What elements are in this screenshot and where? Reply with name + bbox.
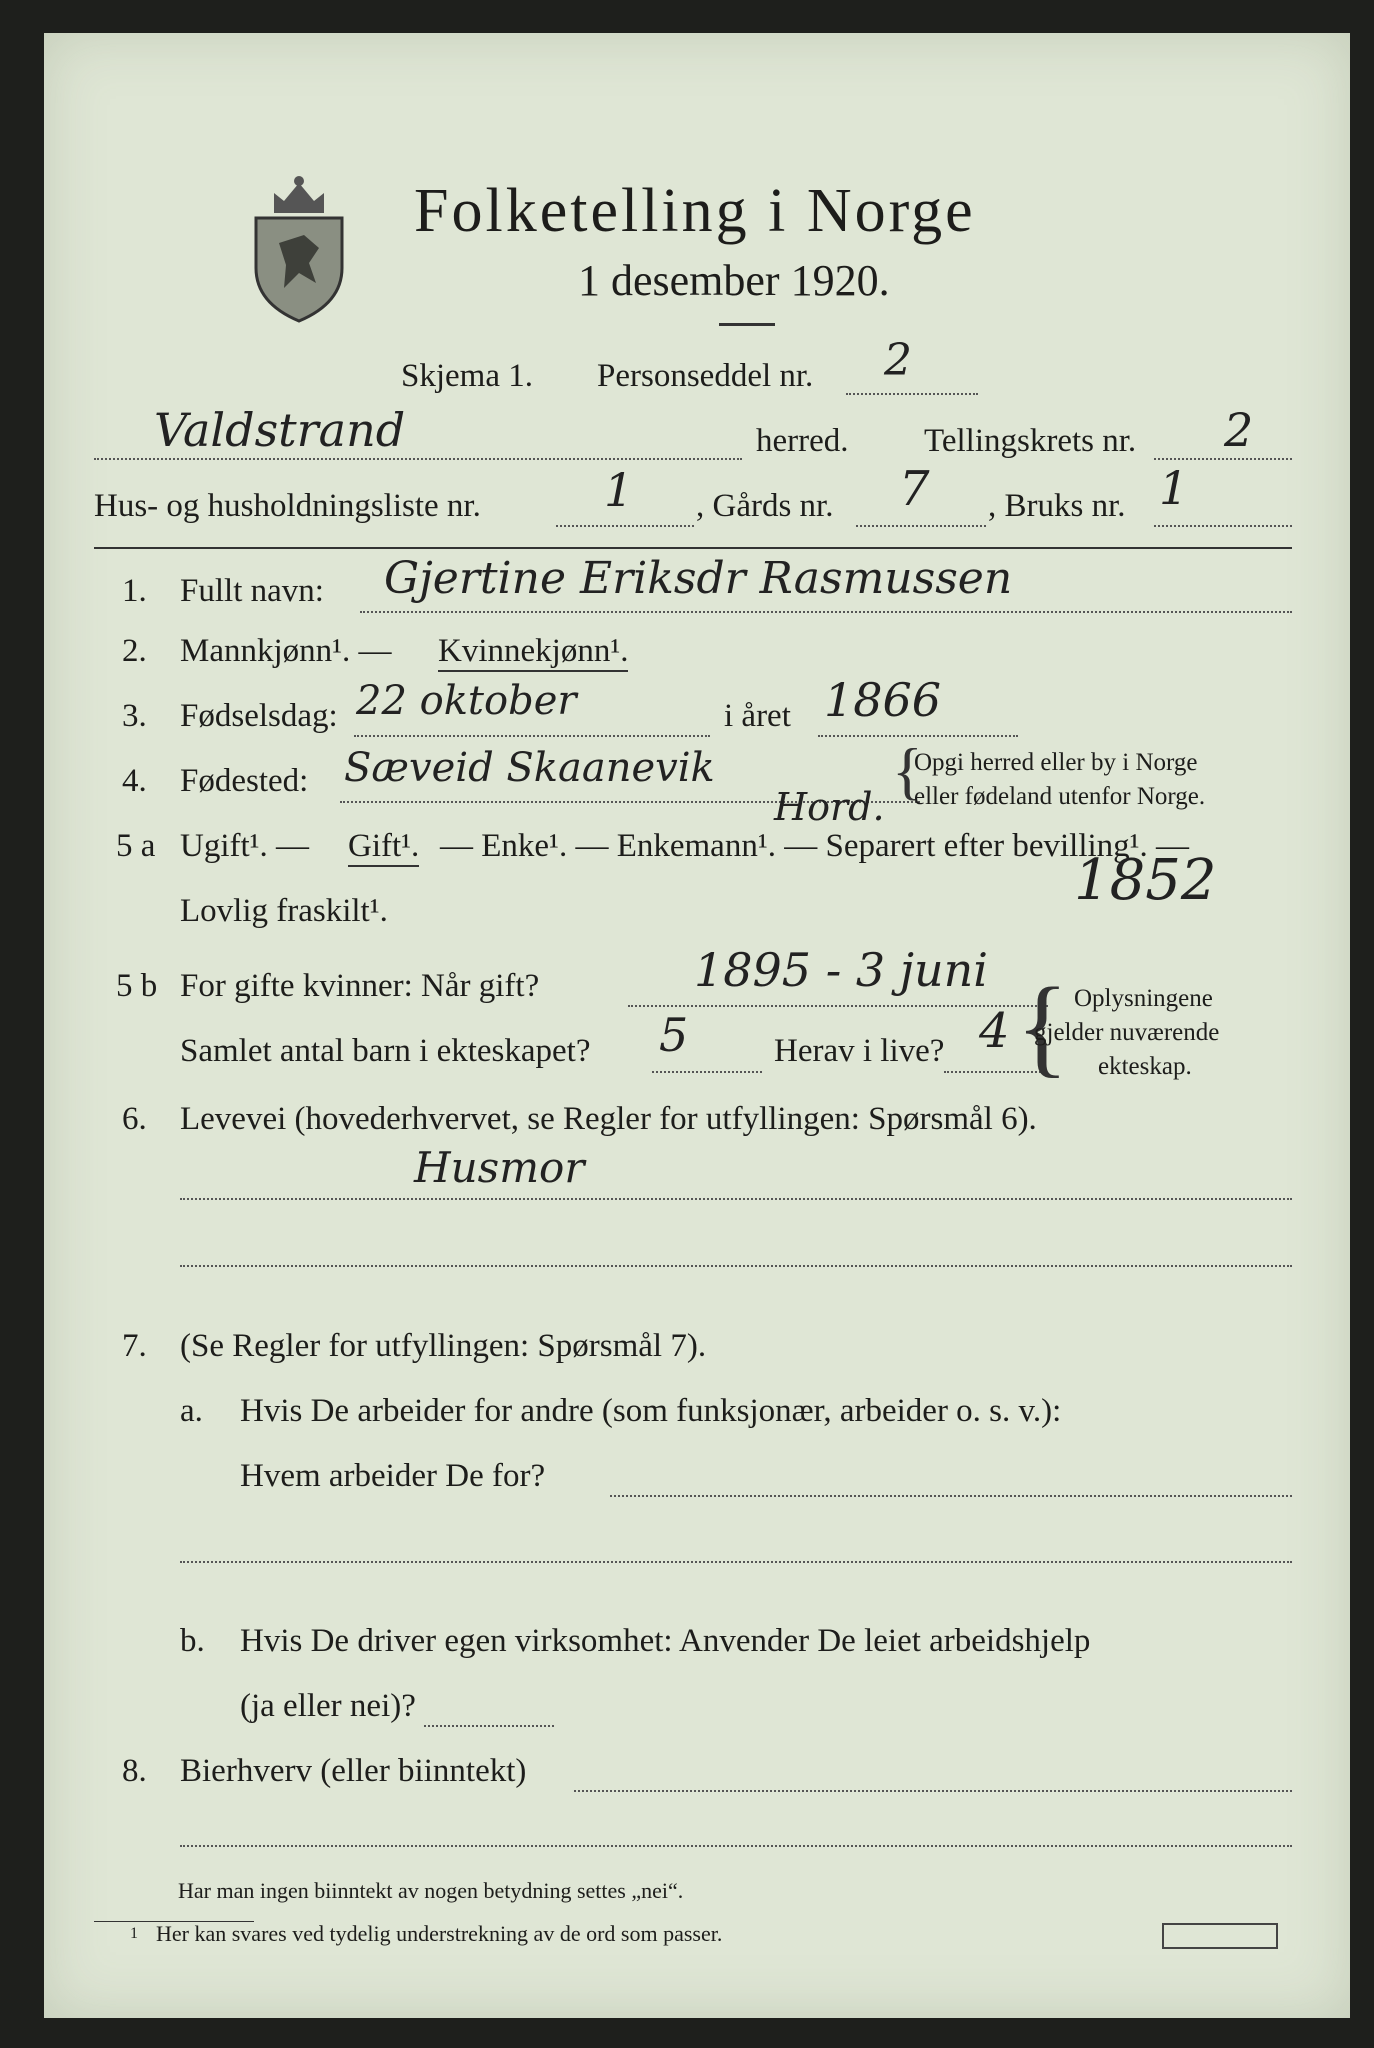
footer-note: Har man ingen biinntekt av nogen betydning settes „nei“.: [178, 1878, 684, 1903]
q8-label: Bierhverv (eller biinntekt): [180, 1753, 527, 1789]
q2-number: 2.: [122, 633, 147, 669]
herred-label: herred.: [756, 423, 849, 459]
q5b-brace: {: [1016, 965, 1069, 1087]
children-count-value[interactable]: 5: [659, 1008, 689, 1062]
q7a-letter: a.: [180, 1393, 203, 1429]
hus-value[interactable]: 1: [604, 463, 634, 517]
q8-answer-line[interactable]: [574, 1790, 1292, 1792]
birthplace-value[interactable]: Sæveid Skaanevik: [344, 745, 715, 791]
q7-number: 7.: [122, 1328, 147, 1364]
q5a-line2: Lovlig fraskilt¹.: [180, 893, 388, 929]
printer-stamp: [1162, 1923, 1278, 1949]
q7b-line2: (ja eller nei)?: [240, 1688, 416, 1724]
birthplace-county-value[interactable]: Hord.: [774, 785, 885, 829]
q5a-gift-selected[interactable]: Gift¹.: [348, 828, 419, 867]
marriage-date-value[interactable]: 1895 - 3 juni: [694, 943, 988, 997]
q4-note-1: Opgi herred eller by i Norge: [914, 749, 1198, 776]
herred-value[interactable]: Valdstrand: [154, 403, 406, 457]
q5b-label: For gifte kvinner: Når gift?: [180, 968, 540, 1004]
q5b-alive-label: Herav i live?: [774, 1033, 945, 1069]
children-alive-value[interactable]: 4: [979, 1003, 1010, 1059]
q7a-label: Hvis De arbeider for andre (som funksjonær, arbeider o. s. v.):: [240, 1393, 1062, 1429]
gards-label: , Gårds nr.: [696, 488, 834, 524]
personseddel-value[interactable]: 2: [884, 335, 912, 386]
q6-number: 6.: [122, 1101, 147, 1137]
q5b-number: 5 b: [116, 968, 158, 1004]
q5b-children-label: Samlet antal barn i ekteskapet?: [180, 1033, 591, 1069]
footnote-text: Her kan svares ved tydelig understrekning av de ord som passer.: [156, 1921, 723, 1946]
q4-number: 4.: [122, 763, 147, 799]
occupation-value[interactable]: Husmor: [414, 1143, 585, 1192]
gards-value[interactable]: 7: [899, 461, 930, 517]
census-form: [44, 33, 1350, 2018]
q4-brace: {: [892, 735, 923, 806]
page-title: Folketelling i Norge: [414, 177, 976, 245]
q5b-note-1: Oplysningene: [1074, 985, 1213, 1012]
q3-label: Fødselsdag:: [180, 698, 338, 734]
personseddel-label: Personseddel nr.: [597, 358, 814, 394]
q5b-note-2: gjelder nuværende: [1034, 1019, 1220, 1046]
footnote-mark: 1: [130, 1925, 138, 1942]
q7b-label: Hvis De driver egen virksomhet: Anvender De leiet arbeidshjelp: [240, 1623, 1091, 1659]
full-name-value[interactable]: Gjertine Eriksdr Rasmussen: [384, 553, 1013, 604]
q6-label: Levevei (hovederhvervet, se Regler for utfyllingen: Spørsmål 6).: [180, 1101, 1037, 1137]
coat-of-arms-icon: [244, 173, 354, 323]
q5b-note-3: ekteskap.: [1098, 1053, 1192, 1080]
tellingskrets-value[interactable]: 2: [1224, 403, 1254, 457]
bruks-label: , Bruks nr.: [988, 488, 1126, 524]
hus-label: Hus- og husholdningsliste nr.: [94, 488, 481, 524]
q8-number: 8.: [122, 1753, 147, 1789]
q1-number: 1.: [122, 573, 147, 609]
bruks-value[interactable]: 1: [1159, 461, 1189, 515]
header-rule: [94, 547, 1292, 549]
census-date: 1 desember 1920.: [578, 256, 890, 305]
q7a-answer-line[interactable]: [610, 1495, 1292, 1497]
q1-label: Fullt navn:: [180, 573, 324, 609]
q2-male: Mannkjønn¹. —: [180, 633, 392, 669]
title-divider: [719, 323, 775, 326]
q5a-ugift: Ugift¹. —: [180, 828, 310, 864]
q7-label: (Se Regler for utfyllingen: Spørsmål 7).: [180, 1328, 707, 1364]
q5a-number: 5 a: [116, 828, 156, 864]
q7a-line2: Hvem arbeider De for?: [240, 1458, 546, 1494]
q5a-rest: — Enke¹. — Enkemann¹. — Separert efter bevilling¹. —: [440, 828, 1190, 864]
q2-female-selected[interactable]: Kvinnekjønn¹.: [438, 633, 628, 672]
q3-year-label: i året: [724, 698, 791, 734]
birth-year-value[interactable]: 1866: [824, 673, 942, 727]
q7b-letter: b.: [180, 1623, 205, 1659]
q4-label: Fødested:: [180, 763, 309, 799]
q7b-answer-line[interactable]: [424, 1725, 554, 1727]
birthday-value[interactable]: 22 oktober: [356, 678, 577, 724]
q3-number: 3.: [122, 698, 147, 734]
q4-note-2: eller fødeland utenfor Norge.: [914, 783, 1206, 810]
q5a-handwritten-note[interactable]: 1852: [1074, 848, 1217, 913]
tellingskrets-label: Tellingskrets nr.: [924, 423, 1137, 459]
schema-label: Skjema 1.: [401, 358, 533, 394]
